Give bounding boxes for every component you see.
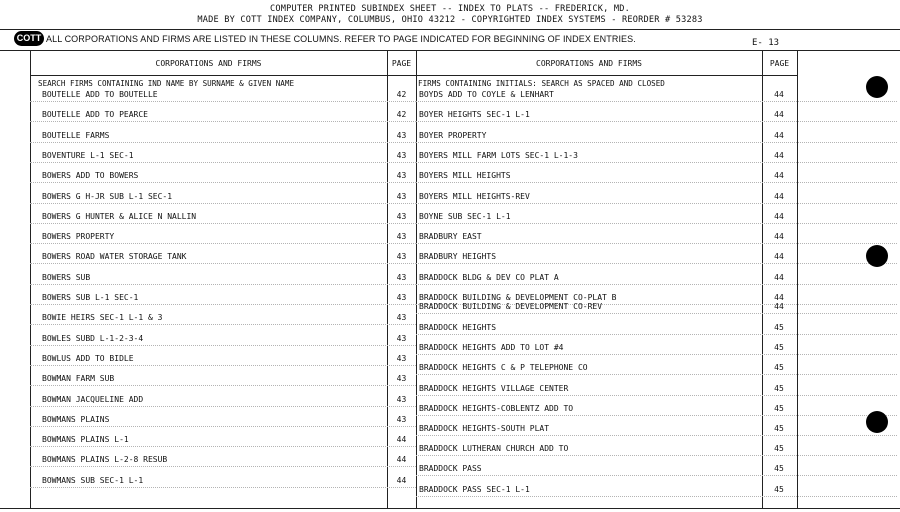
firm-name: BOWMAN FARM SUB <box>42 374 115 384</box>
firm-name: BOYDS ADD TO COYLE & LENHART <box>419 90 554 99</box>
firm-name: BOYERS MILL HEIGHTS <box>419 171 511 181</box>
page-number: 44 <box>396 435 407 445</box>
right-row-rule <box>416 455 897 476</box>
firm-name: BRADDOCK BUILDING & DEVELOPMENT CO-REV <box>419 302 603 311</box>
page-number: 43 <box>396 394 407 404</box>
firm-name: BRADDOCK LUTHERAN CHURCH ADD TO <box>419 444 569 454</box>
firm-name: BRADBURY HEIGHTS <box>419 252 497 262</box>
page-number: 44 <box>774 272 784 282</box>
page-number: 44 <box>774 232 784 242</box>
page-number: 44 <box>396 475 407 485</box>
page-number: 44 <box>774 110 784 120</box>
right-row-rule <box>416 122 897 143</box>
firm-name: BOWMANS PLAINS <box>42 414 110 424</box>
firm-name: BRADBURY EAST <box>419 232 482 242</box>
page-number: 45 <box>774 323 784 332</box>
binder-hole-middle <box>866 245 888 267</box>
binder-hole-bottom <box>866 411 888 433</box>
page-number: 44 <box>774 130 784 140</box>
page-number: 45 <box>774 444 784 454</box>
right-subheader: FIRMS CONTAINING INITIALS: SEARCH AS SPACED AND CLOSED <box>418 79 665 88</box>
page-number: 45 <box>774 403 784 413</box>
page-number: 43 <box>396 252 407 262</box>
firm-name: BRADDOCK HEIGHTS C & P TELEPHONE CO <box>419 363 588 373</box>
page-number: 45 <box>774 383 784 393</box>
page-number: 43 <box>396 232 407 242</box>
page-number: 43 <box>396 150 407 160</box>
firm-name: BRADDOCK PASS SEC-1 L-1 <box>419 484 530 494</box>
page-number: 43 <box>396 313 407 323</box>
page-number: 43 <box>396 353 407 363</box>
notice-text: ALL CORPORATIONS AND FIRMS ARE LISTED IN THESE COLUMNS. REFER TO PAGE INDICATED FOR BEGINNING OF INDEX ENTRIES. <box>46 34 636 44</box>
firm-name: BRADDOCK HEIGHTS-SOUTH PLAT <box>419 424 550 433</box>
firm-name: BOUTELLE FARMS <box>42 130 110 140</box>
page-number: 42 <box>396 110 407 120</box>
page-number: 45 <box>774 363 784 373</box>
subheader-rule <box>30 75 798 76</box>
firm-name: BOWMANS PLAINS L-1 <box>42 435 129 445</box>
left-subheader: SEARCH FIRMS CONTAINING IND NAME BY SURNAME & GIVEN NAME <box>38 79 295 88</box>
header-rule <box>0 50 900 51</box>
firm-name: BRADDOCK HEIGHTS <box>419 323 497 332</box>
firm-name: BRADDOCK PASS <box>419 464 482 474</box>
page-number: 43 <box>396 171 407 181</box>
page-number: 43 <box>396 211 407 221</box>
right-column-title: CORPORATIONS AND FIRMS <box>536 59 642 68</box>
top-rule <box>0 29 900 30</box>
page-number: 45 <box>774 484 784 494</box>
firm-name: BOYERS MILL FARM LOTS SEC-1 L-1-3 <box>419 150 578 160</box>
page-number: 44 <box>396 455 407 465</box>
header-line-1: COMPUTER PRINTED SUBINDEX SHEET -- INDEX TO PLATS -- FREDERICK, MD. <box>269 4 631 14</box>
bottom-rule <box>0 508 900 509</box>
right-row-rule <box>416 223 897 244</box>
firm-name: BOUTELLE ADD TO BOUTELLE <box>42 90 158 99</box>
page-number: 44 <box>774 171 784 181</box>
page-number: 43 <box>396 130 407 140</box>
sheet-header <box>0 4 900 25</box>
page-number: 43 <box>396 333 407 343</box>
page-number: 44 <box>774 211 784 221</box>
firm-name: BOWIE HEIRS SEC-1 L-1 & 3 <box>42 313 163 323</box>
page-number: 43 <box>396 191 407 201</box>
firm-name: BOYERS MILL HEIGHTS-REV <box>419 191 530 201</box>
page-number: 44 <box>774 293 784 302</box>
firm-name: BOYER HEIGHTS SEC-1 L-1 <box>419 110 530 120</box>
right-page-heading: PAGE <box>769 59 790 68</box>
firm-name: BOWMAN JACQUELINE ADD <box>42 394 144 404</box>
firm-name: BOWERS ROAD WATER STORAGE TANK <box>42 252 187 262</box>
page-number: 44 <box>774 90 784 99</box>
firm-name: BRADDOCK BUILDING & DEVELOPMENT CO-PLAT B <box>419 293 617 302</box>
left-column-title: CORPORATIONS AND FIRMS <box>155 59 262 68</box>
page-number: 44 <box>774 191 784 201</box>
firm-name: BOYER PROPERTY <box>419 130 487 140</box>
page-number: 43 <box>396 293 407 302</box>
firm-name: BOVENTURE L-1 SEC-1 <box>42 150 134 160</box>
firm-name: BOWERS PROPERTY <box>42 232 115 242</box>
firm-name: BRADDOCK BLDG & DEV CO PLAT A <box>419 272 559 282</box>
firm-name: BOUTELLE ADD TO PEARCE <box>42 110 148 120</box>
page-number: 45 <box>774 464 784 474</box>
firm-name: BOWERS SUB <box>42 272 91 282</box>
firm-name: BOWERS ADD TO BOWERS <box>42 171 139 181</box>
firm-name: BRADDOCK HEIGHTS-COBLENTZ ADD TO <box>419 403 574 413</box>
left-page-heading: PAGE <box>391 59 412 68</box>
binder-hole-top <box>866 76 888 98</box>
firm-name: BRADDOCK HEIGHTS ADD TO LOT #4 <box>419 343 564 353</box>
page-number: 43 <box>396 272 407 282</box>
page-number: 44 <box>774 252 784 262</box>
page-number: 44 <box>774 150 784 160</box>
page-number: 45 <box>774 424 784 433</box>
page-number: 45 <box>774 343 784 353</box>
page-number: 44 <box>774 302 784 311</box>
firm-name: BOWMANS SUB SEC-1 L-1 <box>42 475 144 485</box>
firm-name: BRADDOCK HEIGHTS VILLAGE CENTER <box>419 383 569 393</box>
firm-name: BOWERS G HUNTER & ALICE N NALLIN <box>42 211 197 221</box>
page-number: 42 <box>396 90 407 99</box>
firm-name: BOWERS SUB L-1 SEC-1 <box>42 293 139 302</box>
header-line-2: MADE BY COTT INDEX COMPANY, COLUMBUS, OHIO 43212 - COPYRIGHTED INDEX SYSTEMS - REORDER # 53283 <box>197 14 703 25</box>
firm-name: BOWLES SUBD L-1-2-3-4 <box>42 333 144 343</box>
page-number: 43 <box>396 414 407 424</box>
page-number: 43 <box>396 374 407 384</box>
firm-name: BOWERS G H-JR SUB L-1 SEC-1 <box>42 191 173 201</box>
firm-name: BOWMANS PLAINS L-2-8 RESUB <box>42 455 168 465</box>
cott-logo: COTT <box>14 31 44 46</box>
firm-name: BOYNE SUB SEC-1 L-1 <box>419 211 511 221</box>
firm-name: BOWLUS ADD TO BIDLE <box>42 353 134 363</box>
sheet-code: E- 13 <box>752 38 780 48</box>
